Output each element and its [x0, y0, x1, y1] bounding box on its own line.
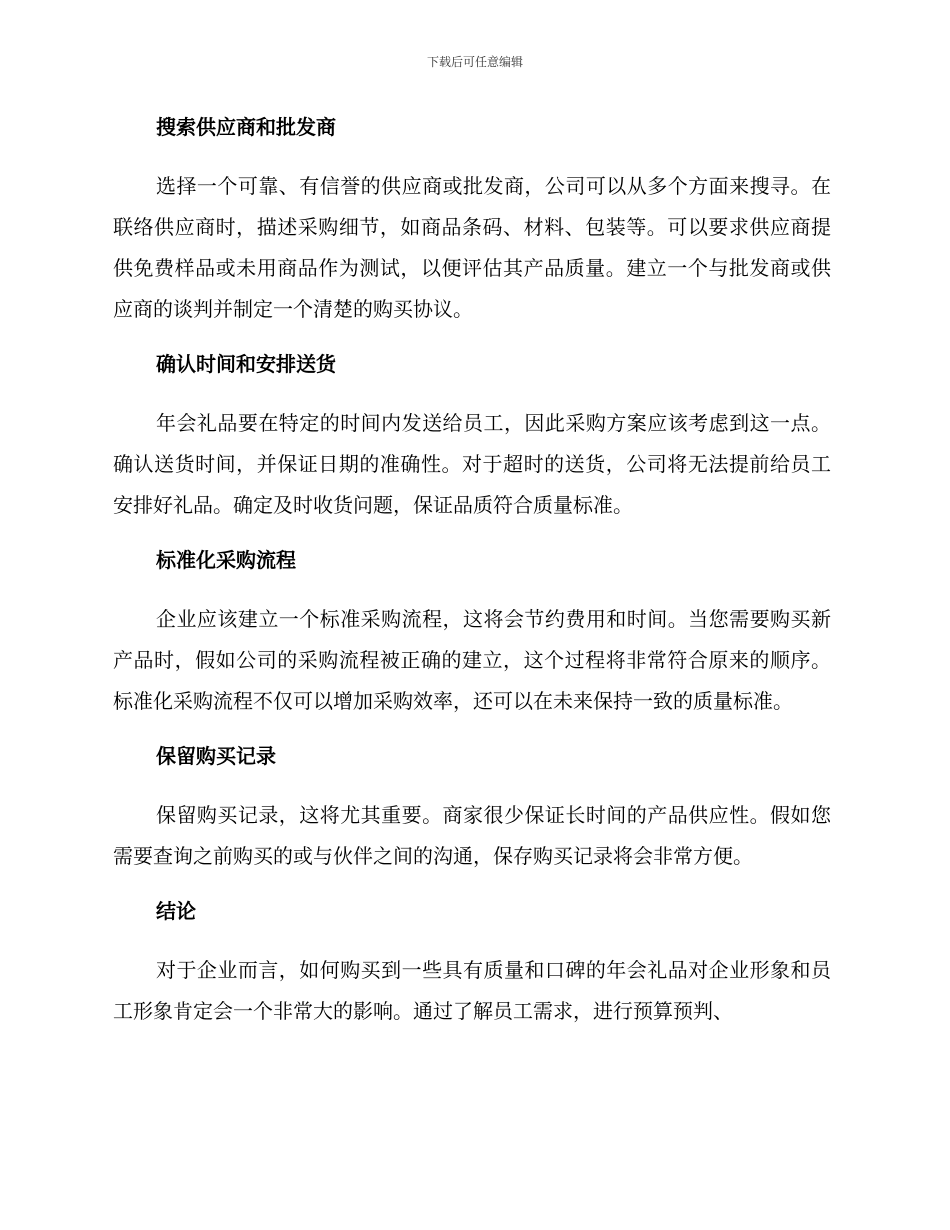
section-heading: 确认时间和安排送货	[156, 352, 336, 376]
section-paragraph: 选择一个可靠、有信誉的供应商或批发商，公司可以从多个方面来搜寻。在联络供应商时，描述采购细节，如商品条码、材料、包装等。可以要求供应商提供免费样品或未用商品作为测试，以便评估其产品质量。建立一个与批发商或供应商的谈判并制定一个清楚的购买协议。	[113, 174, 831, 321]
section-suppliers	[113, 112, 831, 330]
section-heading: 搜索供应商和批发商	[156, 115, 336, 139]
section-paragraph: 企业应该建立一个标准采购流程，这将会节约费用和时间。当您需要购买新产品时，假如公司的采购流程被正确的建立，这个过程将非常符合原来的顺序。标准化采购流程不仅可以增加采购效率，还可以在未来保持一致的质量标准。	[113, 607, 831, 713]
section-heading: 结论	[156, 899, 196, 923]
document-body	[113, 112, 831, 1051]
section-conclusion	[113, 896, 831, 1032]
section-purchase-records	[113, 741, 831, 877]
section-standard-process	[113, 545, 831, 722]
section-heading: 保留购买记录	[156, 744, 276, 768]
section-paragraph: 保留购买记录，这将尤其重要。商家很少保证长时间的产品供应性。假如您需要查询之前购买的或与伙伴之间的沟通，保存购买记录将会非常方便。	[113, 803, 831, 868]
section-delivery	[113, 349, 831, 526]
section-paragraph: 对于企业而言，如何购买到一些具有质量和口碑的年会礼品对企业形象和员工形象肯定会一个非常大的影响。通过了解员工需求，进行预算预判、	[113, 958, 831, 1023]
section-paragraph: 年会礼品要在特定的时间内发送给员工，因此采购方案应该考虑到这一点。确认送货时间，并保证日期的准确性。对于超时的送货，公司将无法提前给员工安排好礼品。确定及时收货问题，保证品质符合质量标准。	[113, 411, 831, 517]
section-heading: 标准化采购流程	[156, 548, 296, 572]
page-header-note: 下载后可任意编辑	[426, 55, 523, 69]
